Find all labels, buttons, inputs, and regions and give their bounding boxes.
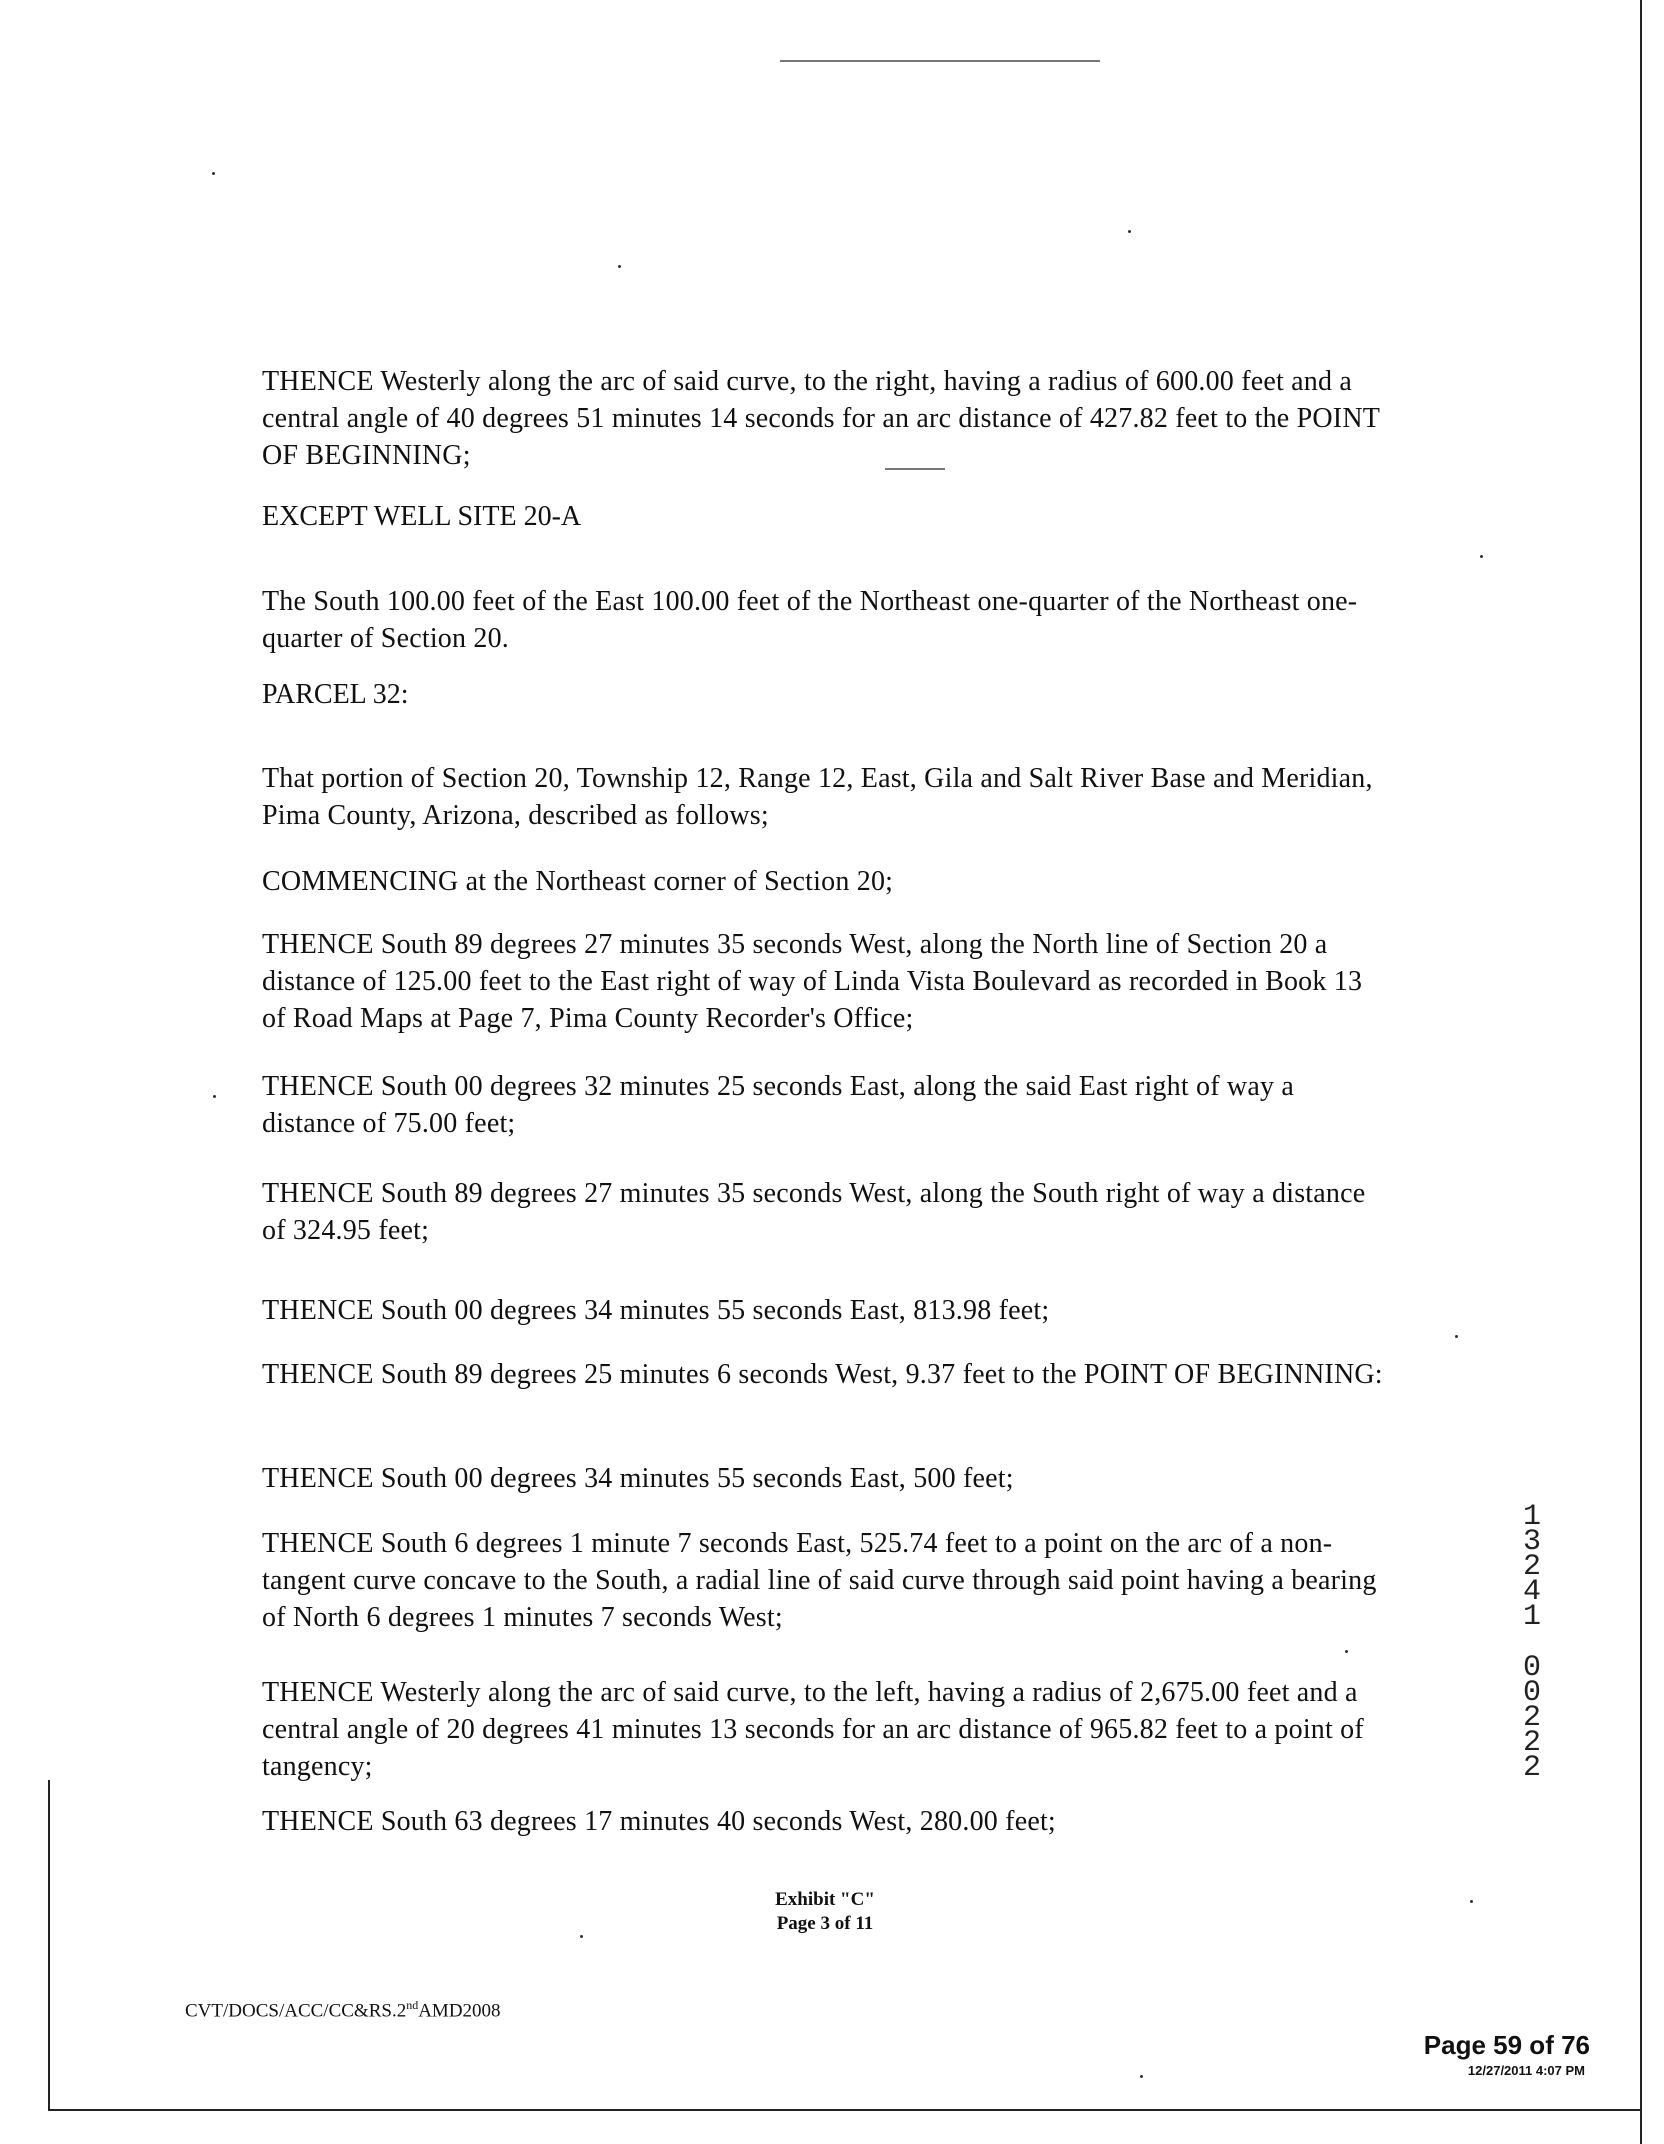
paragraph-section-portion: That portion of Section 20, Township 12, Range 12, East, Gila and Salt River Base and Meridian, Pima County, Arizona, described as follows;: [262, 763, 1373, 831]
recording-number-vertical: [1512, 1500, 1552, 1785]
scan-speck: [580, 1935, 583, 1938]
scan-speck: [1455, 1335, 1458, 1338]
recording-digit: 2: [1522, 1751, 1541, 1785]
scan-rule-top: [780, 60, 1100, 62]
recording-digit: 0: [1522, 1651, 1541, 1685]
scan-speck: [1128, 230, 1131, 233]
recording-digit: 0: [1522, 1676, 1541, 1710]
paragraph-thence-813: THENCE South 00 degrees 34 minutes 55 seconds East, 813.98 feet;: [262, 1295, 1050, 1326]
recording-digit: 2: [1522, 1550, 1541, 1584]
scan-speck: [212, 172, 215, 175]
exhibit-page: Page 3 of 11: [776, 1913, 874, 1934]
page-border-bottom: [48, 2109, 1642, 2111]
exhibit-label: [740, 1888, 910, 1936]
paragraph-thence-500: THENCE South 00 degrees 34 minutes 55 seconds East, 500 feet;: [262, 1463, 1014, 1494]
heading-parcel-32: PARCEL 32:: [262, 679, 409, 710]
page-border-left: [48, 1780, 50, 2110]
exhibit-title: Exhibit "C": [775, 1889, 875, 1910]
paragraph-thence-north-line: THENCE South 89 degrees 27 minutes 35 seconds West, along the North line of Section 20 a distance of 125.00 feet to the East right of way of Linda Vista Boulevard as recorded in Book 13 of Road Maps at Page 7, Pima County Recorder's Office;: [262, 929, 1363, 1034]
recording-digit: 3: [1522, 1525, 1541, 1559]
paragraph-curve-right: THENCE Westerly along the arc of said curve, to the right, having a radius of 600.00 feet and a central angle of 40 degrees 51 minutes 14 seconds for an arc distance of 427.82 feet to the POINT OF BEGINNING;: [262, 366, 1380, 471]
print-timestamp: 12/27/2011 4:07 PM: [1467, 2063, 1585, 2078]
document-code-superscript: nd: [406, 1998, 419, 2012]
document-code: [185, 1993, 501, 2023]
recording-digit: 2: [1522, 1701, 1541, 1735]
paragraph-commencing: COMMENCING at the Northeast corner of Section 20;: [262, 866, 894, 897]
paragraph-thence-280: THENCE South 63 degrees 17 minutes 40 seconds West, 280.00 feet;: [262, 1806, 1056, 1837]
page-border-right: [1640, 0, 1642, 2144]
scan-speck: [1345, 1650, 1348, 1653]
scan-speck: [1470, 1900, 1473, 1903]
scan-speck: [213, 1095, 216, 1098]
paragraph-curve-left: THENCE Westerly along the arc of said curve, to the left, having a radius of 2,675.00 feet and a central angle of 20 degrees 41 minutes 13 seconds for an arc distance of 965.82 feet to a point of tangency;: [262, 1677, 1364, 1782]
paragraph-thence-non-tangent: THENCE South 6 degrees 1 minute 7 seconds East, 525.74 feet to a point on the arc of a non-tangent curve concave to the South, a radial line of said curve through said point having a bearing of North 6 degrees 1 minutes 7 seconds West;: [262, 1528, 1377, 1633]
document-code-prefix: CVT/DOCS/ACC/CC&RS.2: [185, 2000, 407, 2022]
paragraph-thence-point-of-beginning: THENCE South 89 degrees 25 minutes 6 seconds West, 9.37 feet to the POINT OF BEGINNING:: [262, 1359, 1383, 1390]
paragraph-well-site-description: The South 100.00 feet of the East 100.00 feet of the Northeast one-quarter of the Northeast one-quarter of Section 20.: [262, 586, 1358, 654]
scan-speck: [618, 265, 621, 268]
recording-digit: 1: [1522, 1600, 1541, 1634]
paragraph-thence-east-row: THENCE South 00 degrees 32 minutes 25 seconds East, along the said East right of way a distance of 75.00 feet;: [262, 1071, 1295, 1139]
page-number: Page 59 of 76: [1423, 2030, 1590, 2060]
recording-digit: 2: [1522, 1726, 1541, 1760]
scan-speck: [1480, 555, 1483, 558]
document-code-suffix: AMD2008: [418, 2000, 501, 2022]
recording-digit: 4: [1522, 1575, 1541, 1609]
recording-digit: 1: [1522, 1500, 1541, 1534]
scan-speck: [1140, 2075, 1143, 2078]
heading-except-well-site: EXCEPT WELL SITE 20-A: [262, 501, 582, 532]
paragraph-thence-south-row: THENCE South 89 degrees 27 minutes 35 seconds West, along the South right of way a distance of 324.95 feet;: [262, 1178, 1366, 1246]
